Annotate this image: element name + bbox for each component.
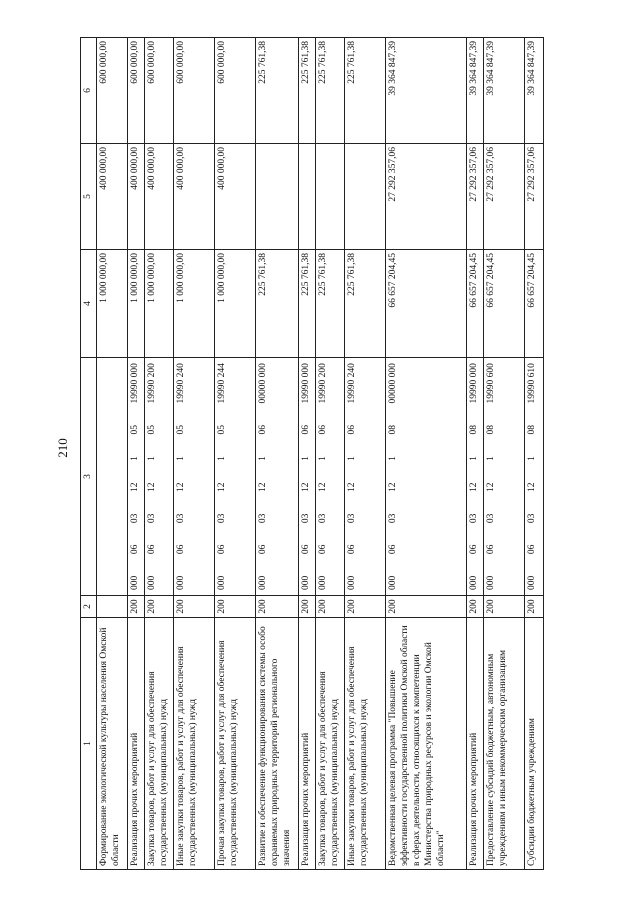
code: 06 xyxy=(527,544,537,555)
row-name: Прочая закупка товаров, работ и услуг для обеспечения государственных (муниципальных) нужд xyxy=(215,618,256,870)
row-name: Субсидии бюджетным учреждениям xyxy=(525,618,544,870)
table-row xyxy=(525,38,544,870)
row-value-4: 66 657 204,45 xyxy=(467,250,484,358)
row-codes xyxy=(345,358,386,596)
code: 000 xyxy=(318,575,328,590)
code: 1 xyxy=(147,456,157,461)
code: 1 xyxy=(217,456,227,461)
code: 000 xyxy=(388,575,398,590)
row-value-5: 400 000,00 xyxy=(174,144,215,250)
row-value-5: 400 000,00 xyxy=(215,144,256,250)
row-name: Закупка товаров, работ и услуг для обеспечения государственных (муниципальных) нужд xyxy=(316,618,345,870)
code: 12 xyxy=(388,482,398,492)
code: 000 xyxy=(469,575,479,590)
row-codes xyxy=(145,358,174,596)
code: 06 xyxy=(388,544,398,555)
code: 12 xyxy=(486,482,496,492)
code: 12 xyxy=(469,482,479,492)
code: 19990 000 xyxy=(301,363,311,404)
code: 1 xyxy=(258,456,268,461)
rotated-table-wrapper xyxy=(80,38,537,870)
code: 08 xyxy=(469,425,479,435)
row-name: Иные закупки товаров, работ и услуг для обеспечения государственных (муниципальных) нужд xyxy=(174,618,215,870)
table-row xyxy=(386,38,467,870)
row-codes xyxy=(128,358,145,596)
code: 05 xyxy=(147,425,157,435)
row-codes xyxy=(97,358,128,596)
table-row xyxy=(345,38,386,870)
code: 06 xyxy=(258,425,268,435)
code: 06 xyxy=(258,544,268,555)
row-value-6: 600 000,00 xyxy=(97,38,128,144)
table-row xyxy=(484,38,525,870)
code: 1 xyxy=(347,456,357,461)
budget-table xyxy=(80,37,544,870)
code: 1 xyxy=(130,456,140,461)
code: 06 xyxy=(130,544,140,555)
row-admin: 200 xyxy=(525,596,544,618)
row-admin: 200 xyxy=(174,596,215,618)
header-col-5: 5 xyxy=(81,144,97,250)
row-value-6: 225 761,38 xyxy=(256,38,299,144)
row-value-5 xyxy=(299,144,316,250)
row-codes xyxy=(316,358,345,596)
row-value-4: 1 000 000,00 xyxy=(128,250,145,358)
header-col-4: 4 xyxy=(81,250,97,358)
row-name: Ведомственная целевая программа "Повышение эффективности государственной политики Омской области в сферах деятельности, относящихся к компетенции Министерства природных ресурсов и экологии Омской области" xyxy=(386,618,467,870)
row-value-4: 66 657 204,45 xyxy=(525,250,544,358)
row-codes xyxy=(386,358,467,596)
code: 19990 244 xyxy=(217,363,227,404)
code: 1 xyxy=(486,456,496,461)
row-value-5 xyxy=(256,144,299,250)
code: 19990 200 xyxy=(318,363,328,404)
header-row xyxy=(81,38,97,870)
code: 1 xyxy=(301,456,311,461)
row-name: Иные закупки товаров, работ и услуг для обеспечения государственных (муниципальных) нужд xyxy=(345,618,386,870)
code: 1 xyxy=(176,456,186,461)
row-name: Реализация прочих мероприятий xyxy=(299,618,316,870)
row-value-6: 39 364 847,39 xyxy=(484,38,525,144)
row-codes xyxy=(256,358,299,596)
row-name: Формирование экологической культуры населения Омской области xyxy=(97,618,128,870)
row-value-5: 27 292 357,06 xyxy=(386,144,467,250)
row-value-5 xyxy=(316,144,345,250)
row-name: Реализация прочих мероприятий xyxy=(128,618,145,870)
row-value-4: 1 000 000,00 xyxy=(145,250,174,358)
row-value-6: 225 761,38 xyxy=(299,38,316,144)
row-value-6: 225 761,38 xyxy=(345,38,386,144)
row-value-4: 66 657 204,45 xyxy=(484,250,525,358)
row-value-4: 225 761,38 xyxy=(345,250,386,358)
code: 00000 000 xyxy=(388,363,398,404)
code: 1 xyxy=(318,456,328,461)
row-admin xyxy=(97,596,128,618)
code: 03 xyxy=(469,513,479,524)
code: 12 xyxy=(527,482,537,492)
row-admin: 200 xyxy=(386,596,467,618)
page-number: 210 xyxy=(55,438,70,458)
code: 03 xyxy=(301,513,311,524)
code: 12 xyxy=(318,482,328,492)
code: 08 xyxy=(527,425,537,435)
header-col-1: 1 xyxy=(81,618,97,870)
row-value-6: 600 000,00 xyxy=(128,38,145,144)
table-row xyxy=(174,38,215,870)
row-value-5: 400 000,00 xyxy=(145,144,174,250)
code: 03 xyxy=(217,513,227,524)
code: 06 xyxy=(176,544,186,555)
code: 06 xyxy=(347,544,357,555)
code: 12 xyxy=(258,482,268,492)
table-row xyxy=(128,38,145,870)
row-admin: 200 xyxy=(316,596,345,618)
row-admin: 200 xyxy=(256,596,299,618)
code: 19990 610 xyxy=(527,363,537,404)
code: 08 xyxy=(486,425,496,435)
row-codes xyxy=(467,358,484,596)
row-admin: 200 xyxy=(484,596,525,618)
row-value-5: 27 292 357,06 xyxy=(467,144,484,250)
code: 000 xyxy=(347,575,357,590)
code: 000 xyxy=(258,575,268,590)
row-value-6: 600 000,00 xyxy=(215,38,256,144)
code: 12 xyxy=(147,482,157,492)
code: 000 xyxy=(527,575,537,590)
code: 000 xyxy=(217,575,227,590)
code: 1 xyxy=(527,456,537,461)
row-value-5: 27 292 357,06 xyxy=(484,144,525,250)
row-value-6: 39 364 847,39 xyxy=(386,38,467,144)
table-row xyxy=(256,38,299,870)
table-row xyxy=(316,38,345,870)
row-value-6: 600 000,00 xyxy=(174,38,215,144)
row-codes xyxy=(484,358,525,596)
table-row xyxy=(467,38,484,870)
code: 03 xyxy=(318,513,328,524)
row-value-5: 400 000,00 xyxy=(128,144,145,250)
code: 000 xyxy=(486,575,496,590)
row-admin: 200 xyxy=(345,596,386,618)
code: 03 xyxy=(486,513,496,524)
code: 12 xyxy=(301,482,311,492)
row-value-4: 1 000 000,00 xyxy=(97,250,128,358)
row-value-4: 225 761,38 xyxy=(299,250,316,358)
header-col-3: 3 xyxy=(81,358,97,596)
code: 12 xyxy=(130,482,140,492)
header-col-6: 6 xyxy=(81,38,97,144)
table-row xyxy=(299,38,316,870)
row-value-4: 225 761,38 xyxy=(256,250,299,358)
row-value-5 xyxy=(345,144,386,250)
code: 03 xyxy=(176,513,186,524)
row-name: Закупка товаров, работ и услуг для обеспечения государственных (муниципальных) нужд xyxy=(145,618,174,870)
row-value-4: 1 000 000,00 xyxy=(174,250,215,358)
code: 05 xyxy=(176,425,186,435)
code: 06 xyxy=(217,544,227,555)
code: 000 xyxy=(176,575,186,590)
code: 19990 000 xyxy=(130,363,140,404)
code: 12 xyxy=(176,482,186,492)
row-value-6: 39 364 847,39 xyxy=(467,38,484,144)
row-admin: 200 xyxy=(128,596,145,618)
code: 03 xyxy=(130,513,140,524)
code: 06 xyxy=(301,544,311,555)
row-value-6: 600 000,00 xyxy=(145,38,174,144)
code: 12 xyxy=(217,482,227,492)
row-name: Предоставление субсидий бюджетным, автономным учреждениям и иным некоммерческим организациям xyxy=(484,618,525,870)
code: 06 xyxy=(301,425,311,435)
code: 000 xyxy=(147,575,157,590)
code: 00000 000 xyxy=(258,363,268,404)
row-admin: 200 xyxy=(145,596,174,618)
row-admin: 200 xyxy=(299,596,316,618)
code: 06 xyxy=(469,544,479,555)
row-codes xyxy=(174,358,215,596)
code: 06 xyxy=(318,544,328,555)
row-name: Развитие и обеспечение функционирования системы особо охраняемых природных территорий регионального значения xyxy=(256,618,299,870)
code: 03 xyxy=(347,513,357,524)
code: 08 xyxy=(388,425,398,435)
code: 000 xyxy=(130,575,140,590)
code: 06 xyxy=(486,544,496,555)
code: 03 xyxy=(258,513,268,524)
row-admin: 200 xyxy=(215,596,256,618)
table-row xyxy=(97,38,128,870)
code: 05 xyxy=(217,425,227,435)
row-value-6: 39 364 847,39 xyxy=(525,38,544,144)
code: 03 xyxy=(147,513,157,524)
code: 1 xyxy=(469,456,479,461)
code: 19990 240 xyxy=(347,363,357,404)
code: 03 xyxy=(388,513,398,524)
row-admin: 200 xyxy=(467,596,484,618)
code: 19990 600 xyxy=(486,363,496,404)
header-col-2: 2 xyxy=(81,596,97,618)
row-value-5: 400 000,00 xyxy=(97,144,128,250)
code: 06 xyxy=(318,425,328,435)
row-codes xyxy=(299,358,316,596)
row-value-4: 225 761,38 xyxy=(316,250,345,358)
code: 06 xyxy=(347,425,357,435)
row-value-5: 27 292 357,06 xyxy=(525,144,544,250)
row-codes xyxy=(215,358,256,596)
code: 12 xyxy=(347,482,357,492)
code: 19990 200 xyxy=(147,363,157,404)
code: 06 xyxy=(147,544,157,555)
row-value-4: 1 000 000,00 xyxy=(215,250,256,358)
code: 000 xyxy=(301,575,311,590)
code: 03 xyxy=(527,513,537,524)
code: 19990 000 xyxy=(469,363,479,404)
row-value-4: 66 657 204,45 xyxy=(386,250,467,358)
code: 19990 240 xyxy=(176,363,186,404)
table-row xyxy=(215,38,256,870)
table-row xyxy=(145,38,174,870)
code: 05 xyxy=(130,425,140,435)
code: 1 xyxy=(388,456,398,461)
row-name: Реализация прочих мероприятий xyxy=(467,618,484,870)
row-value-6: 225 761,38 xyxy=(316,38,345,144)
row-codes xyxy=(525,358,544,596)
